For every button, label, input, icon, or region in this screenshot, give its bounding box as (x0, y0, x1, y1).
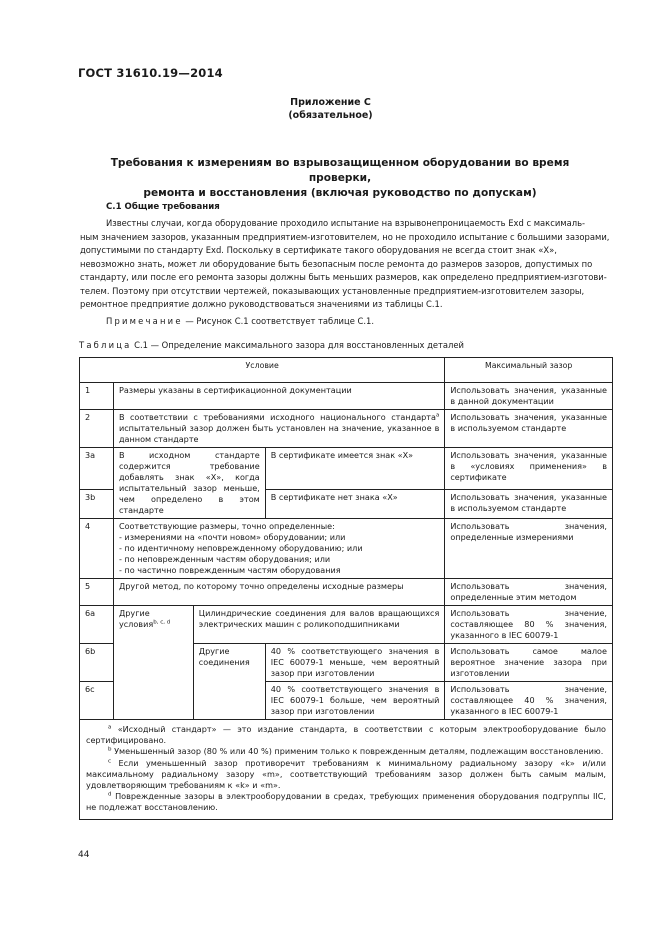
para-line-5: стандарту, или после его ремонта зазоры должны быть меньших размеров, как определено предприятием-изготови- (80, 272, 607, 282)
footnote (86, 724, 606, 746)
row-result: Использовать самое малое вероятное значение зазора при изготовлении (445, 644, 613, 682)
row-result: Использовать значения, указанные в используемом стандарте (445, 489, 613, 519)
row-number: 6а (80, 606, 114, 644)
header-max-gap: Максимальный зазор (445, 358, 613, 383)
footnotes-row (80, 720, 613, 820)
footnote-ref-bcd: b, c, d (153, 619, 171, 626)
table-footnotes (80, 720, 613, 820)
row-subcondition: 40 % соответствующего значения в IEC 60079-1 меньше, чем вероятный зазор при изготовлении (265, 644, 445, 682)
footnote-mark: a (108, 724, 112, 731)
row-condition (113, 519, 444, 579)
row-result: Использовать значения, указанные в используемом стандарте (445, 410, 613, 448)
row-result: Использовать значения, определенные этим методом (445, 579, 613, 606)
row-number: 3а (80, 448, 114, 490)
section-paragraph (80, 217, 613, 312)
note-label: Примечание (106, 316, 183, 326)
standard-header: ГОСТ 31610.19—2014 (78, 66, 223, 80)
row-number: 6b (80, 644, 114, 682)
row-subcondition: В сертификате нет знака «X» (265, 489, 445, 519)
table-caption-text: С.1 — Определение максимального зазора для восстановленных деталей (131, 340, 464, 350)
row-result: Использовать значения, определенные измерениями (445, 519, 613, 579)
main-title (90, 156, 590, 201)
footnote (86, 758, 606, 792)
footnote-ref-a: a (435, 412, 440, 419)
row-number: 4 (80, 519, 114, 579)
footnote-mark: d (108, 791, 112, 798)
row-subcondition: Цилиндрические соединения для валов вращающихся электрических машин с роликоподшипниками (193, 606, 445, 644)
row-result: Использовать значения, указанные в «условиях применения» в сертификате (445, 448, 613, 490)
row-subcondition: 40 % соответствующего значения в IEC 60079-1 больше, чем вероятный зазор при изготовлении (265, 682, 445, 720)
row6-other-joints: Другие соединения (193, 644, 265, 720)
row6-condition-text: Другие условия (118, 608, 154, 629)
row-number: 2 (80, 410, 114, 448)
table-caption-label: Таблица (79, 340, 132, 350)
table-row (80, 579, 613, 606)
row3-condition: В исходном стандарте содержится требование добавлять знак «X», когда испытательный зазор меньше, чем определено в этом стандарте (113, 448, 265, 519)
appendix-subtitle: (обязательное) (288, 110, 373, 121)
footnote-text: Поврежденные зазоры в электрооборудовании в средах, требующих применения оборудования подгруппы IIC, не подлежат восстановлению. (86, 791, 606, 813)
row4-list (119, 532, 439, 576)
list-item: - по неповрежденным частям оборудования; или (118, 554, 331, 564)
row-number: 6c (80, 682, 114, 720)
row2-condition-b: испытательный зазор должен быть установлен на значение, указанное в данном стандарте (118, 423, 440, 444)
footnote-mark: c (108, 757, 112, 764)
row-number: 3b (80, 489, 114, 519)
row-number: 1 (80, 383, 114, 410)
footnote (86, 791, 606, 813)
note (106, 316, 374, 326)
main-title-line2: ремонта и восстановления (включая руководство по допускам) (143, 187, 537, 199)
row-condition: Размеры указаны в сертификационной документации (113, 383, 444, 410)
table-row (80, 383, 613, 410)
para-line-2: ным значением зазоров, указанным предприятием-изготовителем, но не проходило испытание с большими зазорами, (80, 231, 610, 242)
footnote-text: Если уменьшенный зазор противоречит требованиям к минимальному радиальному зазору «k» и/или максимальному радиальному зазору «m», соответствующий требованиям зазор должен быть самым малым, удовлетворяющим требованиям к «k» и «m». (86, 757, 606, 791)
footnote-text: Уменьшенный зазор (80 % или 40 %) применим только к поврежденным деталям, подлежащим восстановлению. (111, 746, 604, 757)
table-caption (79, 340, 464, 350)
gap-table (79, 357, 613, 820)
row4-intro: Соответствующие размеры, точно определенные: (118, 521, 335, 531)
table-row (80, 410, 613, 448)
para-line-4: невозможно знать, может ли оборудование быть безопасным после ремонта до размеров зазоров, допустимых по (80, 258, 593, 269)
row-result: Использовать значения, указанные в данной документации (445, 383, 613, 410)
table-row (80, 606, 613, 644)
list-item: - по частично поврежденным частям оборудования (118, 565, 341, 575)
list-item: - по идентичному неповрежденному оборудованию; или (118, 543, 363, 553)
page-number: 44 (78, 850, 90, 860)
row6-condition (113, 606, 193, 720)
para-line-1: Известны случаи, когда оборудование проходило испытание на взрывонепроницаемость Exd с максималь- (106, 218, 586, 228)
section-title: С.1 Общие требования (106, 202, 220, 212)
header-condition: Условие (80, 358, 445, 383)
table-row (80, 448, 613, 490)
footnote (86, 746, 606, 757)
main-title-line1: Требования к измерениям во взрывозащищенном оборудовании во время проверки, (110, 157, 570, 184)
footnote-mark: b (108, 746, 112, 753)
list-item: - измерениями на «почти новом» оборудовании; или (118, 532, 346, 542)
row-subcondition: В сертификате имеется знак «X» (265, 448, 445, 490)
footnote-text: «Исходный стандарт» — это издание стандарта, в соответствии с которым электрооборудование было сертифицировано. (86, 724, 606, 746)
row-number: 5 (80, 579, 114, 606)
row-result: Использовать значение, составляющее 80 % значения, указанного в IEC 60079-1 (445, 606, 613, 644)
para-line-7: ремонтное предприятие должно руководствоваться значениями из таблицы С.1. (80, 299, 443, 309)
appendix-title: Приложение С (290, 97, 371, 108)
table-row (80, 519, 613, 579)
note-text: — Рисунок С.1 соответствует таблице С.1. (182, 316, 375, 326)
table-header-row (80, 358, 613, 383)
para-line-3: допустимыми по стандарту Exd. Поскольку в сертификате такого оборудования не всегда стоит знак «X», (80, 245, 557, 255)
para-line-6: телем. Поэтому при отсутствии чертежей, показывающих установленные предприятием-изготовителем зазоры, (80, 285, 585, 296)
row-condition (113, 410, 444, 448)
row-condition: Другой метод, по которому точно определены исходные размеры (113, 579, 444, 606)
row-result: Использовать значение, составляющее 40 % значения, указанного в IEC 60079-1 (445, 682, 613, 720)
row2-condition-a: В соответствии с требованиями исходного национального стандарта (118, 412, 436, 422)
